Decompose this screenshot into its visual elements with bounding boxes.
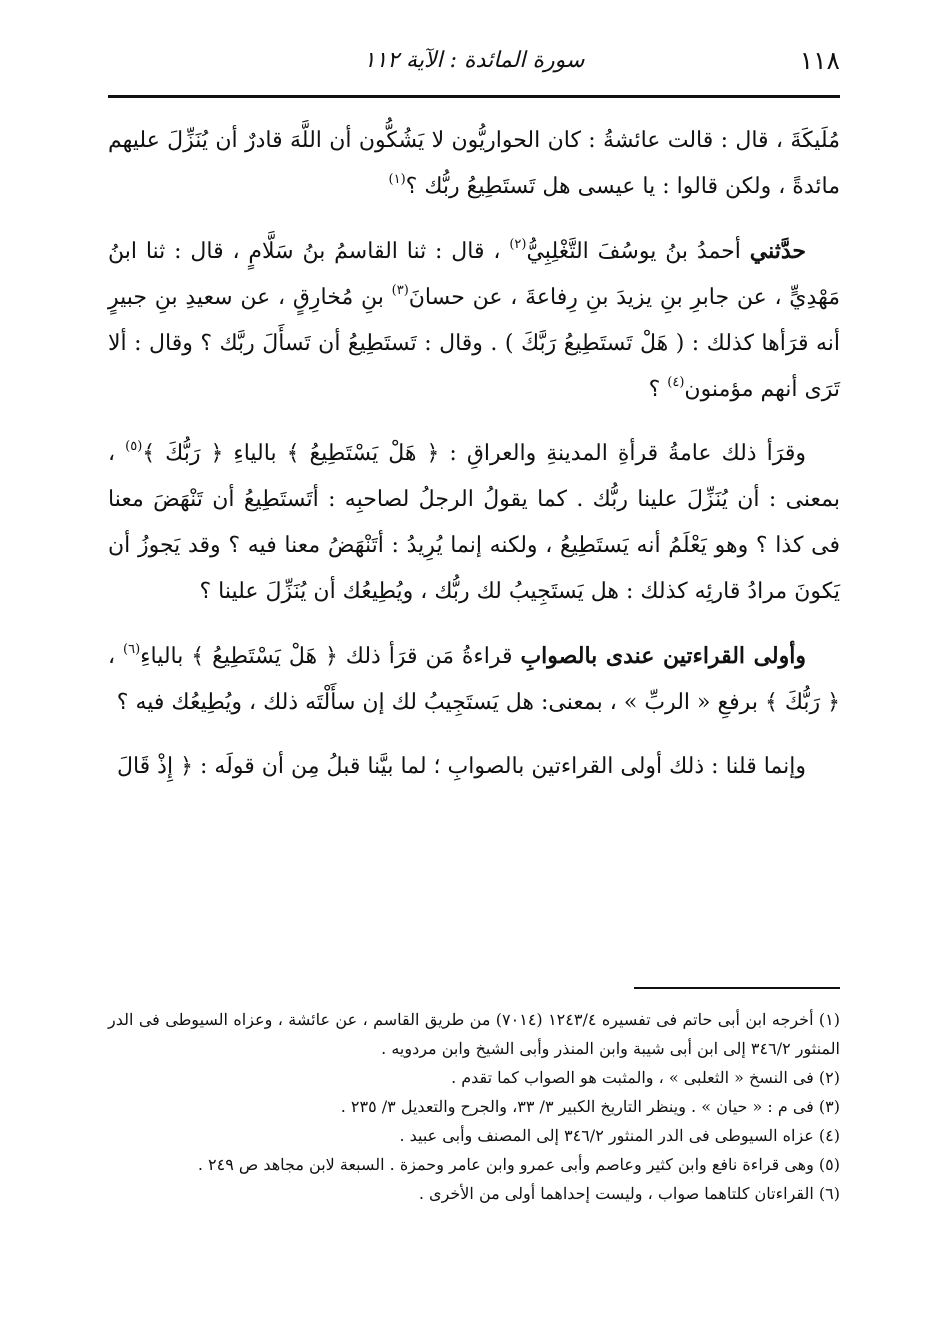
footnote-5: (٥) وهى قراءة نافع وابن كثير وعاصم وأبى عمرو وابن عامر وحمزة . السبعة لابن مجاهد ص ٢٤٩ .: [197, 1155, 840, 1174]
paragraph-1: [108, 118, 840, 210]
paragraph-text: ، ﴿ رَبُّكَ ﴾ برفعِ « الربِّ » ، بمعنى: هل يَستَجِيبُ لك إن سأَلْتَه ذلك ، ويُطِيعُك فيه ؟: [108, 644, 840, 715]
isnad-lead: حدَّثني: [749, 238, 806, 264]
footnote-ref: (٦): [123, 642, 141, 657]
paragraph-2: [108, 228, 840, 413]
running-title: سورة المائدة : الآية ١١٢: [363, 48, 585, 73]
paragraph-text: بنِ مُخارِقٍ ، عن سعيدِ بنِ جبيرٍ أنه قرَأها كذلك : ( هَلْ تَستَطِيعُ رَبَّكَ ) . وقال : تَستَطِيعُ أن تَسأَلَ ربَّك ؟ وقال : ألا تَرَى أنهم مؤمنون: [108, 285, 840, 402]
paragraph-text: وقرَأ ذلك عامةُ قرأةِ المدينةِ والعراقِ : ﴿ هَلْ يَسْتَطِيعُ ﴾ بالياءِ ﴿ رَبُّكَ ﴾: [142, 441, 807, 466]
footnote-6: (٦) القراءتان كلتاهما صواب ، وليست إحداهما أولى من الأخرى .: [418, 1184, 840, 1203]
paragraph-text: ، قال : ثنا القاسمُ بنُ سَلَّامٍ ، قال : ثنا ابنُ مَهْدِيٍّ ، عن جابرِ بنِ يزيدَ بنِ رِفاعةَ ، عن حسانَ: [108, 239, 841, 310]
main-text: [108, 118, 840, 808]
paragraph-text: ؟: [648, 377, 661, 402]
footnote-1: (١) أخرجه ابن أبى حاتم فى تفسيره ١٢٤٣/٤ (٧٠١٤) من طريق القاسم ، عن عائشة ، وعزاه السيوطى فى الدر المنثور ٣٤٦/٢ إلى ابن أبى شيبة وابن المنذر وأبى الشيخ وابن مردويه .: [108, 1010, 841, 1058]
header-rule: [108, 95, 840, 98]
paragraph-4: [108, 633, 840, 726]
footnote-ref: (٣): [391, 283, 409, 298]
footnote-ref: (٥): [125, 439, 143, 454]
paragraph-5: [108, 744, 840, 790]
page-header: [108, 40, 840, 92]
footnote-4: (٤) عزاه السيوطى فى الدر المنثور ٣٤٦/٢ إلى المصنف وأبى عبيد .: [399, 1126, 840, 1145]
footnote-2: (٢) فى النسخ « الثعلبى » ، والمثبت هو الصواب كما تقدم .: [451, 1068, 840, 1087]
footnote-ref: (٢): [509, 237, 527, 252]
paragraph-lead: وأولى القراءتين عندى بالصوابِ: [520, 643, 806, 669]
footnote-separator: [634, 987, 840, 989]
paragraph-text: قراءةُ مَن قرَأ ذلك ﴿ هَلْ يَسْتَطِيعُ ﴾ بالياءِ: [140, 644, 513, 669]
paragraph-text: أحمدُ بنُ يوسُفَ التَّغْلِبِيُّ: [526, 239, 741, 264]
footnote-3: (٣) فى م : « حيان » . وينظر التاريخ الكبير ٣/ ٣٣، والجرح والتعديل ٣/ ٢٣٥ .: [340, 1097, 840, 1116]
paragraph-3: [108, 431, 840, 615]
paragraph-text: وإنما قلنا : ذلك أولى القراءتين بالصوابِ ؛ لما بيَّنا قبلُ مِن أن قولَه : ﴿ إِذْ قَالَ: [116, 754, 806, 779]
paragraph-text: ، بمعنى : أن يُنَزِّلَ علينا ربُّك . كما يقولُ الرجلُ لصاحبِه : أتَستَطِيعُ أن تَنْهَضَ معنا فى كذا ؟ وهو يَعْلَمُ أنه يَستَطِيعُ ، ولكنه إنما يُرِيدُ : أتَنْهَضُ معنا فيه ؟ وقد يَجوزُ أن يَكونَ مرادُ قارئِه كذلك : هل يَستَجِيبُ لك ربُّك ، ويُطِيعُك أن يُنَزِّلَ علينا ؟: [108, 441, 840, 604]
footnote-ref: (٤): [667, 375, 685, 390]
footnote-ref: (١): [388, 172, 406, 187]
page-number: ١١٨: [799, 46, 840, 75]
footnotes: [108, 1005, 840, 1208]
paragraph-text: مُلَيكَةَ ، قال : قالت عائشةُ : كان الحواريُّون لا يَشُكُّون أن اللَّهَ قادرٌ أن يُنَزِّلَ عليهم مائدةً ، ولكن قالوا : يا عيسى هل تَستَطِيعُ ربُّك ؟: [108, 128, 840, 199]
